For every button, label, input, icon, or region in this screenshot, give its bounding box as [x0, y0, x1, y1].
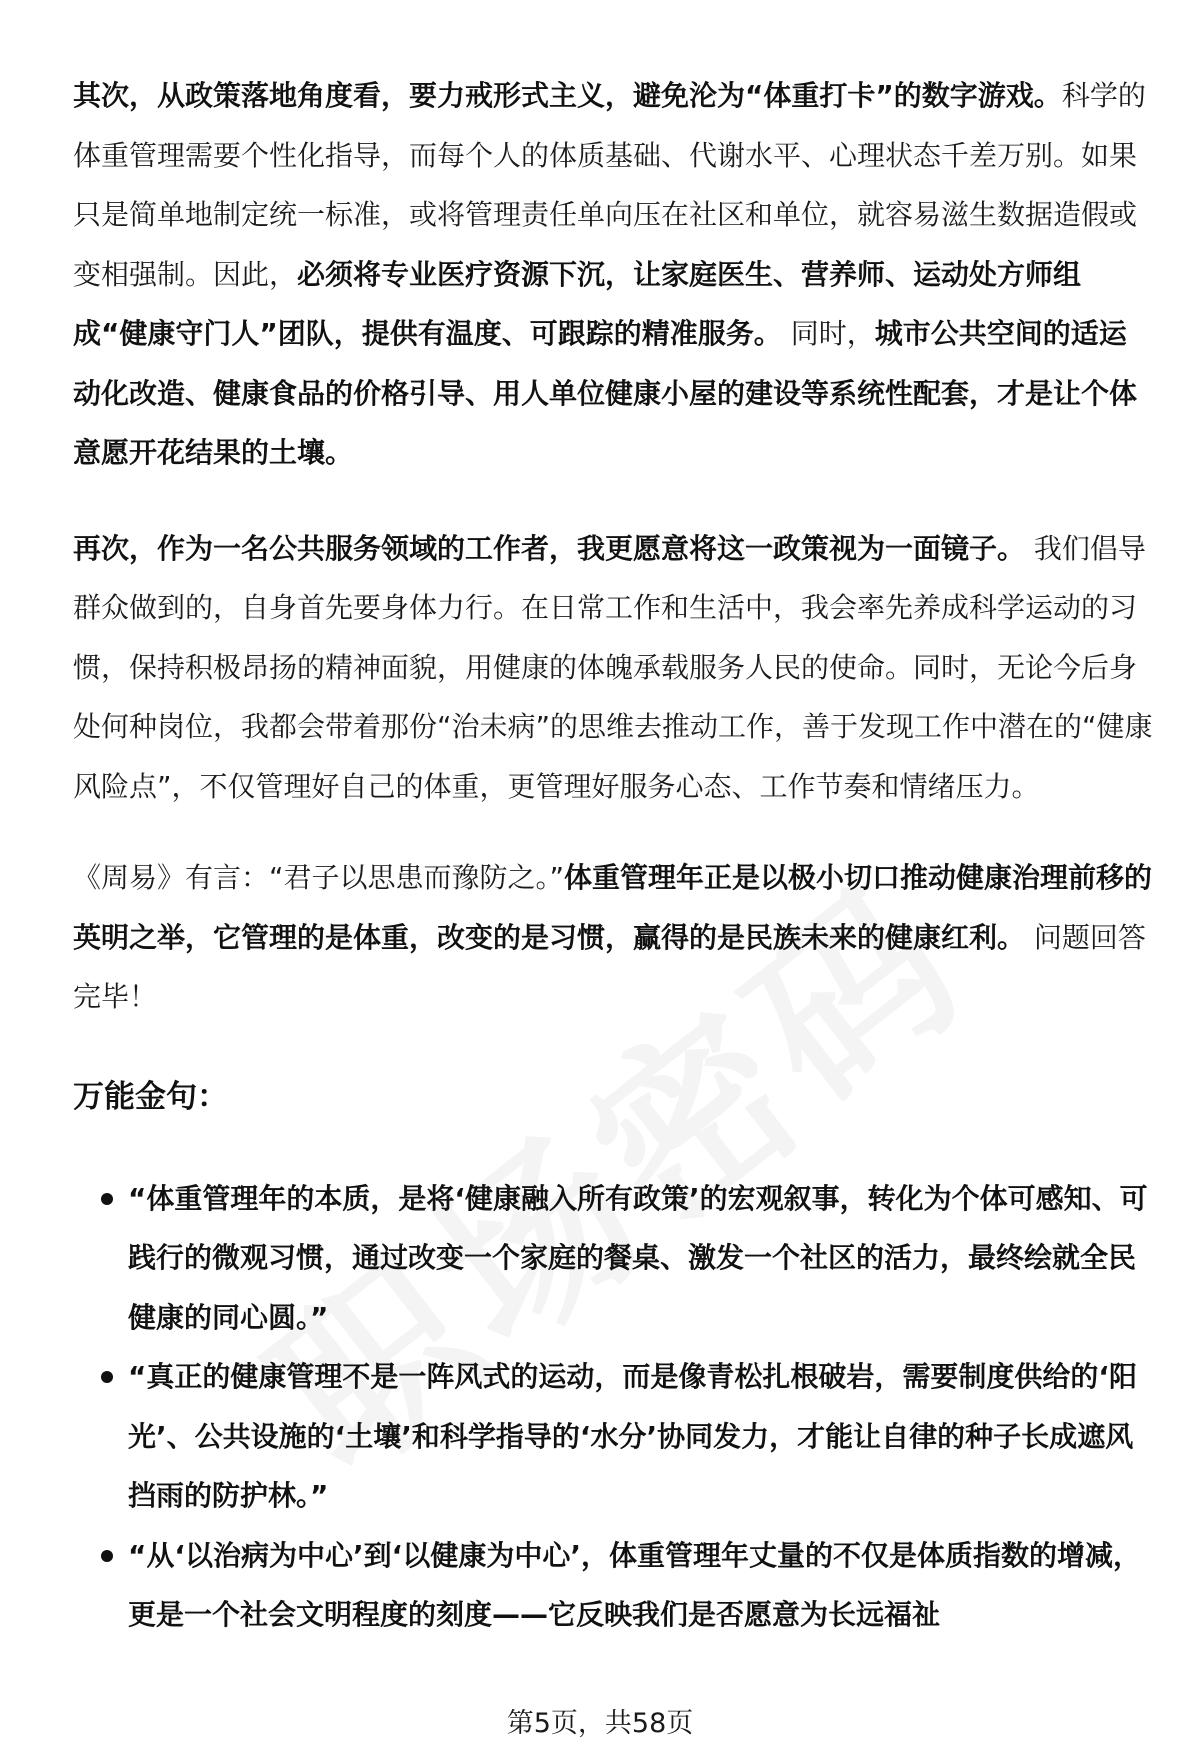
text-segment: 其次，从政策落地角度看，要力戒形式主义，避免沦为“体重打卡”的数字游戏。	[73, 79, 1062, 112]
bullet-dot-icon	[101, 1550, 113, 1562]
paragraph-personal-role	[73, 519, 1153, 817]
text-segment: 必须将专业医疗资源下沉，让家庭医生、营养师、运动处方师组成“健康守门人”团队，提供有温度、可跟踪的精准服务。	[73, 257, 1082, 350]
page-number: 第5页，共58页	[506, 1708, 694, 1739]
document-page	[73, 66, 1153, 1645]
list-item	[73, 1347, 1153, 1526]
text-segment: 我们倡导群众做到的，自身首先要身体力行。在日常工作和生活中，我会率先养成科学运动的习惯，保持积极昂扬的精神面貌，用健康的体魄承载服务人民的使命。同时，无论今后身处何种岗位，我都会带着那份“治未病”的思维去推动工作，善于发现工作中潜在的“健康风险点”，不仅管理好自己的体重，更管理好服务心态、工作节奏和情绪压力。	[73, 531, 1153, 803]
section-heading: 万能金句：	[73, 1078, 228, 1115]
text-segment: 城市公共空间的适运动化改造、健康食品的价格引导、用人单位健康小屋的建设等系统性配套，才是让个体意愿开花结果的土壤。	[73, 317, 1138, 469]
list-item-text: “真正的健康管理不是一阵风式的运动，而是像青松扎根破岩，需要制度供给的‘阳光’、公共设施的‘土壤’和科学指导的‘水分’协同发力，才能让自律的种子长成遮风挡雨的防护林。”	[128, 1360, 1138, 1512]
bullet-dot-icon	[101, 1371, 113, 1383]
text-segment: 科学的体重管理需要个性化指导，而每个人的体质基础、代谢水平、心理状态千差万别。如果只是简单地制定统一标准，或将管理责任单向压在社区和单位，就容易滋生数据造假或变相强制。因此，	[73, 79, 1146, 291]
paragraph-conclusion	[73, 848, 1153, 1027]
bullet-dot-icon	[101, 1193, 113, 1205]
quote-list	[73, 1169, 1153, 1645]
paragraph-policy-implementation	[73, 66, 1153, 483]
list-item-text: “从‘以治病为中心’到‘以健康为中心’，体重管理年丈量的不仅是体质指数的增减，更是一个社会文明程度的刻度——它反映我们是否愿意为长远福祉	[128, 1538, 1141, 1631]
text-segment: 同时，	[781, 317, 875, 350]
list-item-text: “体重管理年的本质，是将‘健康融入所有政策’的宏观叙事，转化为个体可感知、可践行的微观习惯，通过改变一个家庭的餐桌、激发一个社区的活力，最终绘就全民健康的同心圆。”	[128, 1181, 1148, 1334]
list-item	[73, 1169, 1153, 1348]
text-segment: 再次，作为一名公共服务领域的工作者，我更愿意将这一政策视为一面镜子。	[73, 531, 1026, 565]
list-item	[73, 1526, 1153, 1645]
text-segment: 《周易》有言：“君子以思患而豫防之。”	[73, 861, 565, 894]
text-segment: 体重管理年正是以极小切口推动健康治理前移的英明之举，它管理的是体重，改变的是习惯，赢得的是民族未来的健康红利。	[73, 861, 1153, 954]
text-segment: 问题回答完毕！	[73, 920, 1146, 1013]
